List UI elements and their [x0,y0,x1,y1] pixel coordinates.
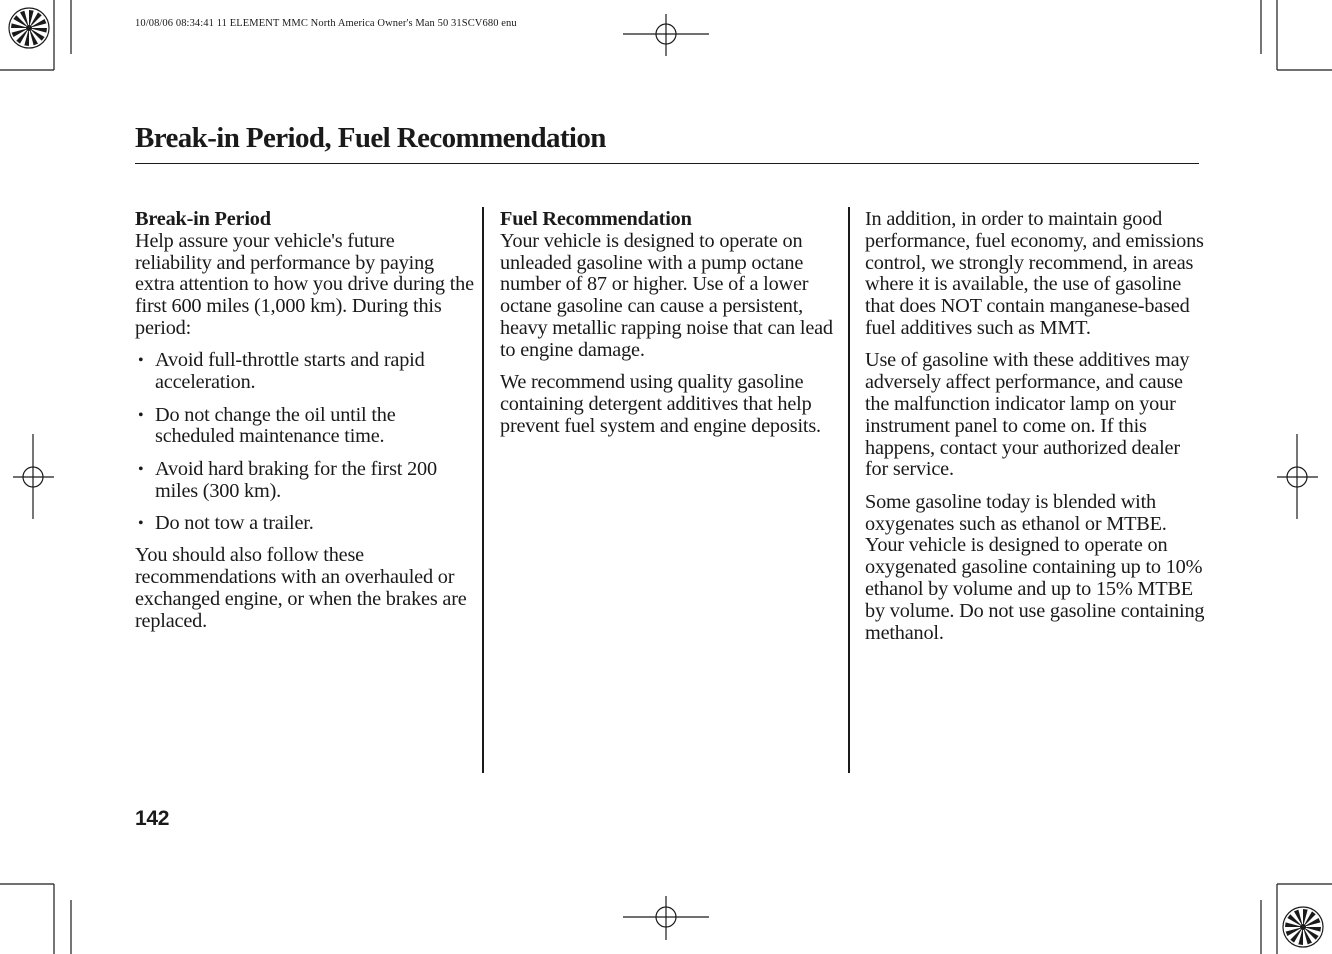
list-item: • Avoid hard braking for the first 200 miles (300 km). [135,459,475,503]
break-in-intro: Help assure your vehicle's future reliability and performance by paying extra attention to how you drive during the first 600 miles (1,000 km). During this period: [135,229,474,339]
break-in-closing: You should also follow these recommendations with an overhauled or exchanged engine, or when the brakes are replaced. [135,544,467,632]
page-number: 142 [135,807,170,830]
fuel-paragraph: We recommend using quality gasoline containing detergent additives that help prevent fuel system and engine deposits. [500,371,821,437]
oxygenates-paragraph: Some gasoline today is blended with oxygenates such as ethanol or MTBE. Your vehicle is designed to operate on oxygenated gasoline containing up to 10% ethanol by volume and up to 15% MTBE by volume. Do not use gasoline containing methanol. [865,490,1205,644]
registration-target-icon [623,896,709,940]
fuel-paragraph: Your vehicle is designed to operate on unleaded gasoline with a pump octane number of 87 or higher. Use of a lower octane gasoline can cause a persistent, heavy metallic rapping noise that can lead to engine damage. [500,229,833,361]
additives-paragraph: In addition, in order to maintain good performance, fuel economy, and emissions control, we strongly recommend, in areas where it is available, the use of gasoline that does NOT contain manganese-based fuel additives such as MMT. [865,208,1204,339]
break-in-column [135,209,475,643]
additives-column [865,209,1205,655]
color-wheel-icon [1283,907,1323,947]
list-item: • Do not tow a trailer. [135,513,475,535]
page-title: Break-in Period, Fuel Recommendation [135,122,606,154]
crop-mark-icon [1261,0,1332,70]
registration-target-icon [13,434,54,519]
title-rule [135,163,1199,164]
fuel-heading: Fuel Recommendation [500,208,692,230]
fuel-column [500,209,836,448]
color-wheel-icon [9,8,49,48]
break-in-heading: Break-in Period [135,208,271,230]
registration-target-icon [1277,434,1318,519]
break-in-list [135,350,475,534]
crop-mark-icon [0,884,71,954]
registration-target-icon [623,14,709,56]
additives-paragraph: Use of gasoline with these additives may adversely affect performance, and cause the malfunction indicator lamp on your instrument panel to come on. If this happens, contact your authorized dealer for service. [865,349,1190,481]
column-divider [482,207,484,773]
print-slug: 10/08/06 08:34:41 11 ELEMENT MMC North America Owner's Man 50 31SCV680 enu [135,18,517,29]
list-item: • Do not change the oil until the scheduled maintenance time. [135,405,475,449]
list-item: • Avoid full-throttle starts and rapid acceleration. [135,350,475,394]
column-divider [848,207,850,773]
